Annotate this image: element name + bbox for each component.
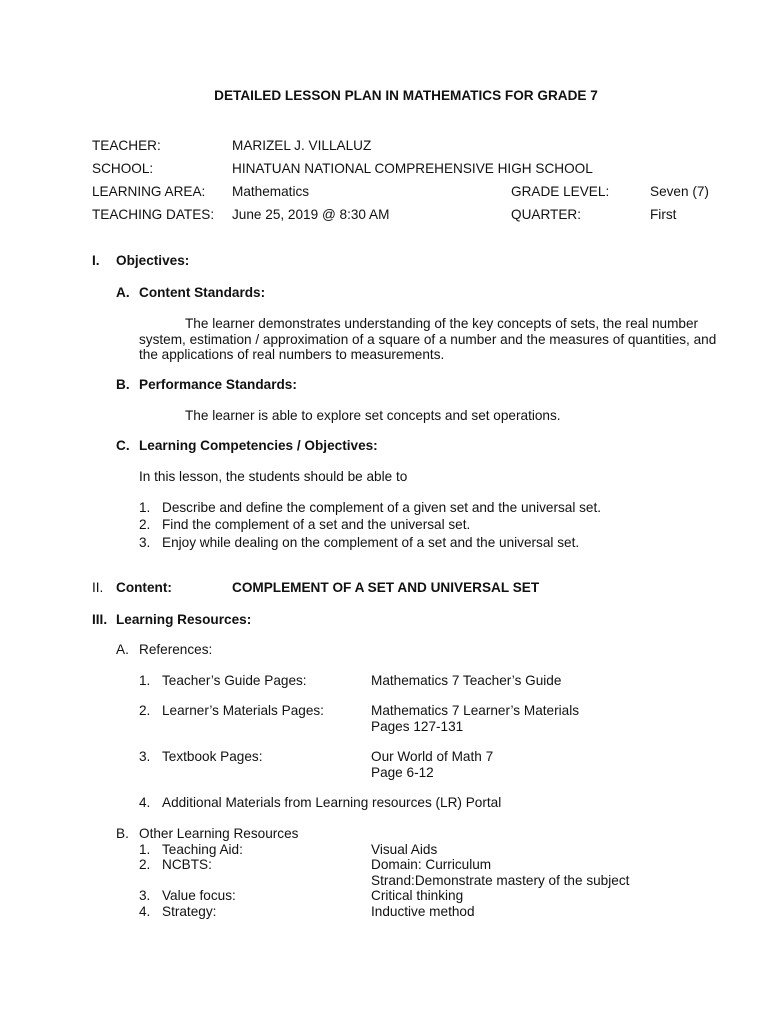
list-number: 3. [139,888,151,903]
competencies-heading: Learning Competencies / Objectives: [139,438,378,453]
reference-value-2: Page 6-12 [371,765,434,780]
reference-label: Textbook Pages: [162,749,263,764]
content-label: Content: [116,580,172,595]
references-heading: References: [139,642,213,657]
subsection-letter: C. [116,438,130,453]
teacher-label: TEACHER: [92,138,161,153]
content-value: COMPLEMENT OF A SET AND UNIVERSAL SET [232,580,540,595]
resource-value: Domain: Curriculum [371,857,492,872]
resource-label: NCBTS: [162,857,212,872]
resource-value: Critical thinking [371,888,464,903]
list-number: 2. [139,703,151,718]
section-number: II. [92,580,104,595]
competencies-intro: In this lesson, the students should be able to [139,469,408,484]
document-title: DETAILED LESSON PLAN IN MATHEMATICS FOR GRADE 7 [214,88,598,103]
list-item: Enjoy while dealing on the complement of a set and the universal set. [162,535,580,550]
resource-label: Value focus: [162,888,236,903]
grade-level-label: GRADE LEVEL: [511,184,610,199]
learning-area-value: Mathematics [232,184,310,199]
content-standards-text [139,316,729,363]
list-item: Describe and define the complement of a given set and the universal set. [162,500,602,515]
resource-label: Strategy: [162,904,217,919]
list-number: 3. [139,535,151,550]
list-number: 1. [139,842,151,857]
list-number: 1. [139,673,151,688]
learning-area-label: LEARNING AREA: [92,184,206,199]
section-number: III. [92,612,108,627]
content-standards-heading: Content Standards: [139,285,266,300]
teaching-dates-label: TEACHING DATES: [92,207,215,222]
reference-label: Learner’s Materials Pages: [162,703,324,718]
reference-value: Mathematics 7 Learner’s Materials [371,703,580,718]
list-number: 2. [139,517,151,532]
list-number: 1. [139,500,151,515]
section-heading: Learning Resources: [116,612,252,627]
school-value: HINATUAN NATIONAL COMPREHENSIVE HIGH SCHOOL [232,161,593,176]
reference-label: Teacher’s Guide Pages: [162,673,307,688]
list-number: 3. [139,749,151,764]
school-label: SCHOOL: [92,161,154,176]
list-item: Find the complement of a set and the universal set. [162,517,471,532]
reference-label: Additional Materials from Learning resources (LR) Portal [162,795,502,810]
quarter-value: First [650,207,677,222]
list-number: 4. [139,904,151,919]
performance-standards-heading: Performance Standards: [139,377,297,392]
subsection-letter: A. [116,642,129,657]
resource-value: Inductive method [371,904,475,919]
list-number: 2. [139,857,151,872]
quarter-label: QUARTER: [511,207,581,222]
resource-label: Teaching Aid: [162,842,243,857]
resource-value: Visual Aids [371,842,438,857]
other-resources-heading: Other Learning Resources [139,826,299,841]
teacher-value: MARIZEL J. VILLALUZ [232,138,372,153]
list-number: 4. [139,795,151,810]
reference-value: Our World of Math 7 [371,749,494,764]
grade-level-value: Seven (7) [650,184,709,199]
teaching-dates-value: June 25, 2019 @ 8:30 AM [232,207,390,222]
reference-value: Mathematics 7 Teacher’s Guide [371,673,562,688]
subsection-letter: A. [116,285,130,300]
section-heading: Objectives: [116,253,190,268]
resource-value-2: Strand:Demonstrate mastery of the subject [371,873,630,888]
subsection-letter: B. [116,826,129,841]
performance-standards-text: The learner is able to explore set concepts and set operations. [185,408,561,423]
subsection-letter: B. [116,377,130,392]
reference-value-2: Pages 127-131 [371,719,464,734]
content-standards-body: The learner demonstrates understanding of the key concepts of sets, the real number system, estimation / approximation of a square of a number and the measures of quantities, and the applications of real numbers to measurements. [139,316,717,362]
section-number: I. [92,253,100,268]
